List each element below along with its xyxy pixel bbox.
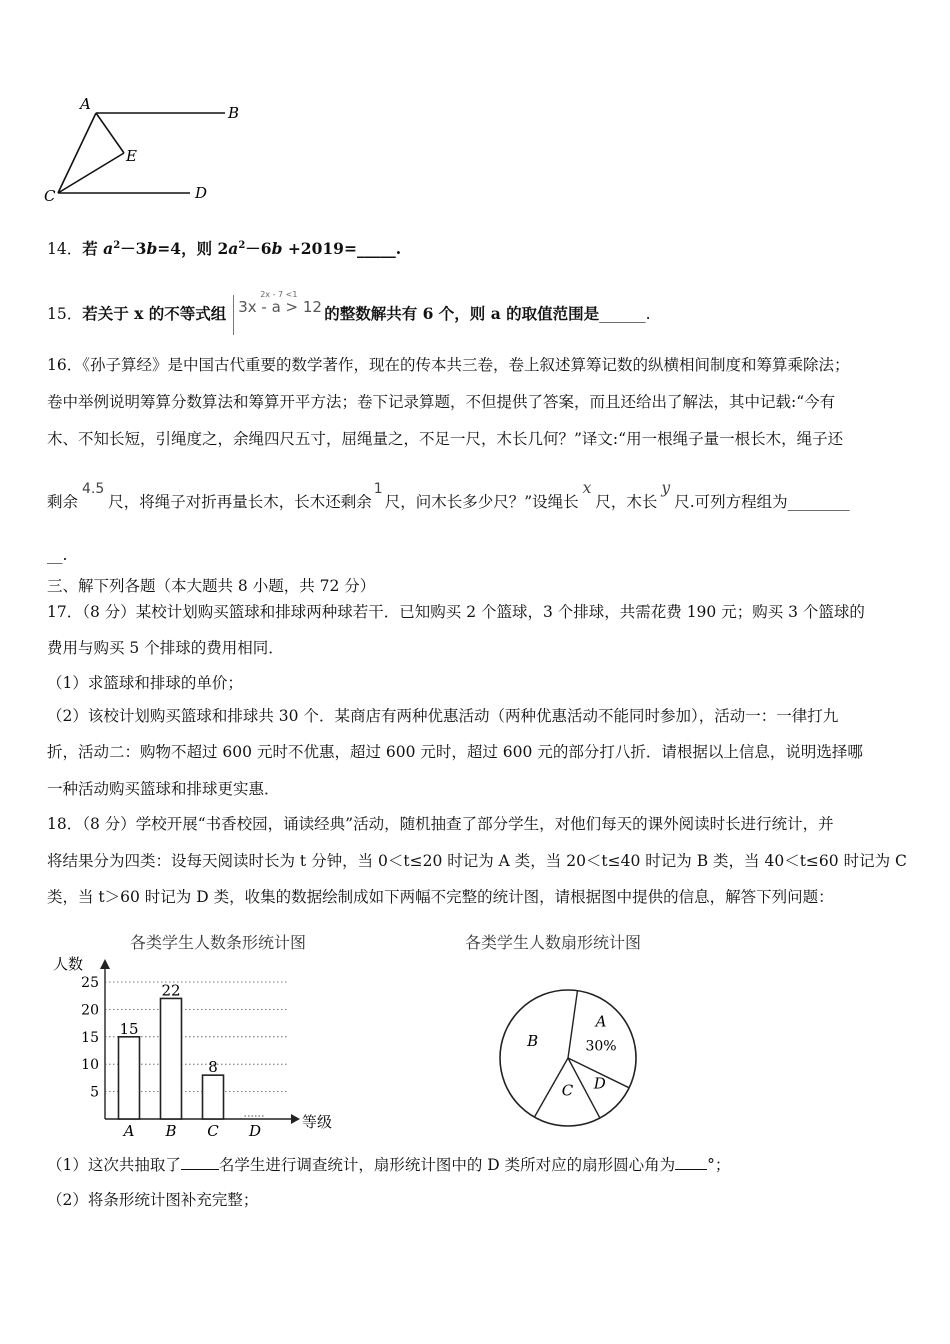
- bar-value-label: 15: [119, 1019, 139, 1038]
- bar-xlabel: 等级: [302, 1113, 333, 1131]
- q18-blank-count: [181, 1155, 219, 1170]
- label-b: B: [228, 104, 240, 122]
- bar-category-label: D: [248, 1122, 262, 1140]
- q15-before: 若关于 x 的不等式组: [82, 304, 227, 323]
- bar-ytick-label: 25: [81, 975, 99, 991]
- label-e: E: [126, 147, 137, 165]
- bar-ytick-label: 15: [81, 1029, 99, 1046]
- q15-after: 的整数解共有 6 个，则 a 的取值范围是: [324, 304, 600, 323]
- geometry-figure: [40, 95, 260, 210]
- q14-text: 若 $a^2-3b=4$，则 $2a^2-6b$ +2019=_____.: [82, 239, 402, 259]
- q18-line-2: 将结果分为四类：设每天阅读时长为 t 分钟，当 0＜t≤20 时记为 A 类，当 20＜t≤40 时记为 B 类，当 40＜t≤60 时记为 C: [47, 852, 907, 870]
- section-3-heading: 三、解下列各题（本大题共 8 小题，共 72 分）: [47, 577, 376, 595]
- bar-category-label: C: [207, 1122, 219, 1140]
- pie-label-d: D: [593, 1074, 606, 1093]
- bar-category-label: A: [123, 1122, 135, 1140]
- inequality-system: [233, 290, 324, 335]
- q17-line-5: 折，活动二：购物不超过 600 元时不优惠，超过 600 元时，超过 600 元的部分打八折．请根据以上信息，说明选择哪: [47, 743, 863, 761]
- pie-label-c: C: [561, 1081, 574, 1100]
- bar-y-axis-arrow: [100, 959, 110, 969]
- q18-line-1: 18．（8 分）学校开展“书香校园，诵读经典”活动，随机抽查了部分学生，对他们每天的课外阅读时长进行统计，并: [47, 815, 834, 833]
- q14-number: 14．: [47, 240, 83, 259]
- q18-sub-1: （1）这次共抽取了 名学生进行调查统计，扇形统计图中的 D 类所对应的扇形圆心角为 °；: [47, 1156, 731, 1174]
- var-x: x: [582, 479, 592, 497]
- bar-x-axis-arrow: [291, 1114, 300, 1124]
- value-4-5: 4.5: [82, 481, 105, 497]
- q18-line-3: 类，当 t＞60 时记为 D 类，收集的数据绘制成如下两幅不完整的统计图，请根据图中提供的信息，解答下列问题：: [47, 888, 834, 906]
- bar-value-label: 8: [208, 1058, 218, 1077]
- pie-label-a: A: [595, 1012, 607, 1031]
- q16-line-4: 剩余4.5尺，将绳子对折再量长木，长木还剩余1尺，问木长多少尺？”设绳长x尺，木长y尺.可列方程组为________: [47, 479, 850, 511]
- pie-chart-title: 各类学生人数扇形统计图: [465, 933, 642, 952]
- bar-a: [119, 1037, 140, 1119]
- pie-chart: [490, 955, 660, 1145]
- bar-ylabel: 人数: [53, 955, 84, 973]
- segment-ae: [96, 113, 124, 153]
- bar-category-label: B: [165, 1122, 177, 1140]
- bar-c: [203, 1075, 224, 1119]
- pie-percent-a: 30%: [585, 1038, 617, 1055]
- q14-blank: _____: [356, 239, 396, 259]
- q18-sub-2: （2）将条形统计图补充完整；: [47, 1191, 259, 1209]
- question-15: 15．若关于 x 的不等式组 2x - 7 <1 3x - a > 12 的整数解共有 6 个，则 a 的取值范围是______.: [47, 295, 651, 335]
- inequality-top: 2x - 7 <1: [260, 290, 298, 299]
- bar-ytick-label: 5: [90, 1084, 99, 1101]
- bar-ytick-label: 20: [81, 1002, 99, 1019]
- label-a: A: [80, 95, 91, 113]
- q16-line-5: __.: [47, 546, 68, 564]
- q16-line-2: 卷中举例说明筹算分数算法和筹算开平方法；卷下记录算题，不但提供了答案，而且还给出了解法，其中记载:“今有: [47, 393, 836, 411]
- q15-blank: ______: [599, 305, 646, 323]
- q16-line-1: 16．《孙子算经》是中国古代重要的数学著作，现在的传本共三卷，卷上叙述算筹记数的纵横相间制度和筹算乘除法；: [47, 356, 850, 374]
- q17-line-6: 一种活动购买篮球和排球更实惠．: [47, 780, 280, 798]
- pie-label-b: B: [527, 1031, 539, 1050]
- q16-blank: ________: [787, 493, 850, 511]
- label-d: D: [195, 184, 208, 202]
- bar-value-label: 22: [161, 981, 181, 1000]
- bar-chart: [48, 945, 348, 1145]
- q17-line-1: 17．（8 分）某校计划购买篮球和排球两种球若干．已知购买 2 个篮球，3 个排球，共需花费 190 元；购买 3 个篮球的: [47, 603, 865, 621]
- q17-line-4: （2）该校计划购买篮球和排球共 30 个．某商店有两种优惠活动（两种优惠活动不能同时参加），活动一：一律打九: [47, 707, 839, 725]
- inequality-bottom: 3x - a > 12: [238, 298, 322, 316]
- bar-b: [161, 998, 182, 1119]
- var-y: y: [661, 479, 671, 497]
- q18-blank-angle: [675, 1155, 707, 1170]
- bar-chart-title: 各类学生人数条形统计图: [130, 933, 307, 952]
- bar-ytick-label: 10: [81, 1057, 99, 1074]
- label-c: C: [44, 187, 56, 205]
- q16-line-3: 木、不知长短，引绳度之，余绳四尺五寸，屈绳量之，不足一尺，木长几何？”译文:“用一根绳子量一根长木，绳子还: [47, 430, 844, 448]
- question-14: [47, 236, 401, 259]
- value-1: 1: [373, 481, 383, 497]
- q17-line-3: （1）求篮球和排球的单价；: [47, 674, 243, 692]
- q17-line-2: 费用与购买 5 个排球的费用相同．: [47, 639, 284, 657]
